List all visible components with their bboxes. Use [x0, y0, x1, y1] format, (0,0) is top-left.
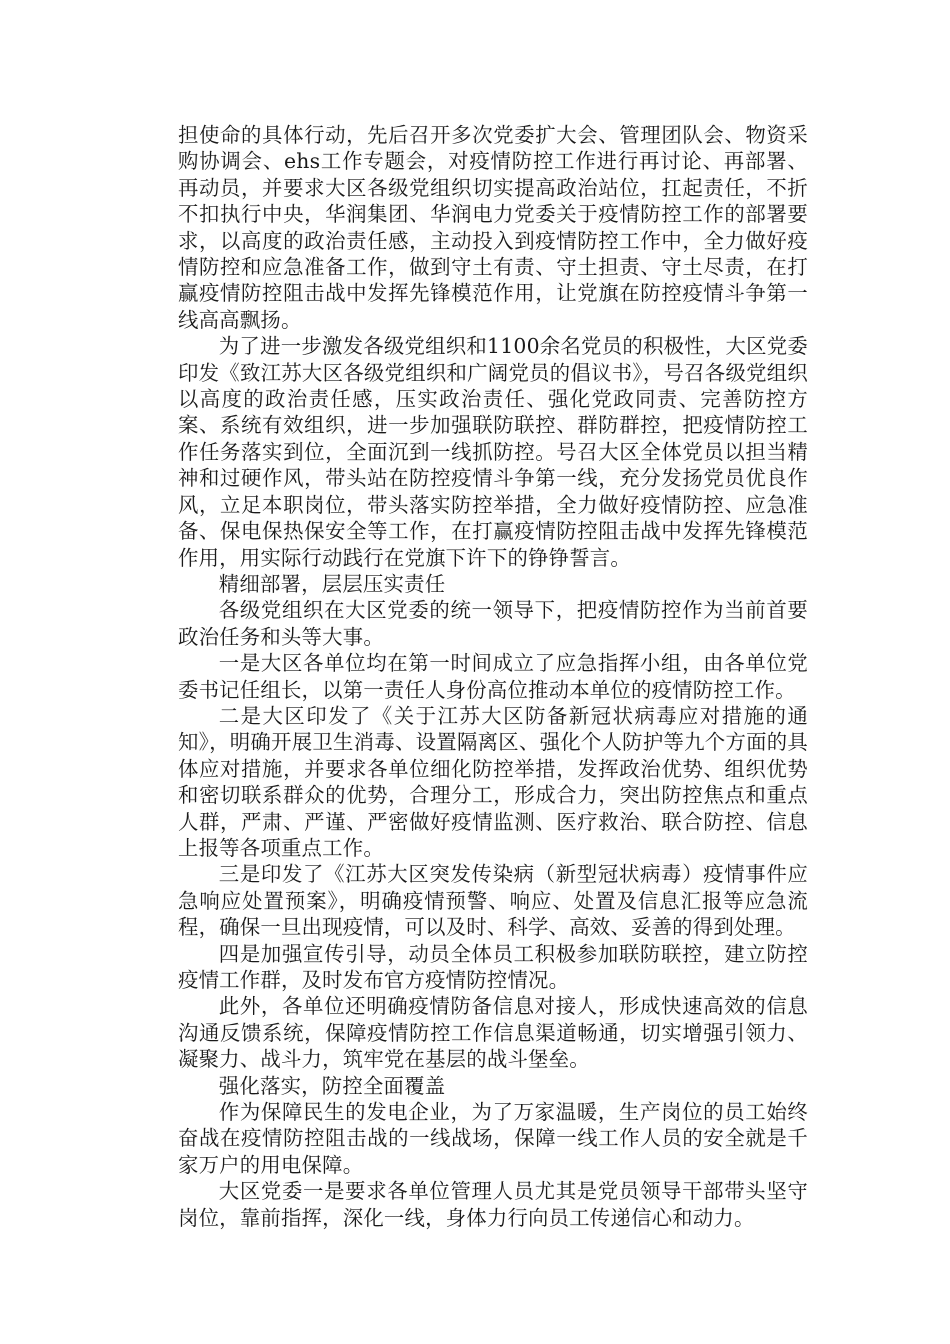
body-paragraph: 此外，各单位还明确疫情防备信息对接人，形成快速高效的信息沟通反馈系统，保障疫情防控工作信息渠道畅通，切实增强引领力、凝聚力、战斗力，筑牢党在基层的战斗堡垒。	[178, 994, 808, 1072]
body-paragraph: 担使命的具体行动，先后召开多次党委扩大会、管理团队会、物资采购协调会、ehs工作专题会，对疫情防控工作进行再讨论、再部署、再动员，并要求大区各级党组织切实提高政治站位，扛起责任，不折不扣执行中央，华润集团、华润电力党委关于疫情防控工作的部署要求，以高度的政治责任感，主动投入到疫情防控工作中，全力做好疫情防控和应急准备工作，做到守土有责、守土担责、守土尽责，在打赢疫情防控阻击战中发挥先锋模范作用，让党旗在防控疫情斗争第一线高高飘扬。	[178, 123, 808, 332]
body-paragraph: 大区党委一是要求各单位管理人员尤其是党员领导干部带头坚守岗位，靠前指挥，深化一线，身体力行向员工传递信心和动力。	[178, 1179, 808, 1230]
body-paragraph: 四是加强宣传引导，动员全体员工积极参加联防联控，建立防控疫情工作群，及时发布官方疫情防控情况。	[178, 941, 808, 992]
body-paragraph: 为了进一步激发各级党组织和1100余名党员的积极性，大区党委印发《致江苏大区各级党组织和广阔党员的倡议书》，号召各级党组织以高度的政治责任感，压实政治责任、强化党政同责、完善防控方案、系统有效组织，进一步加强联防联控、群防群控，把疫情防控工作任务落实到位，全面沉到一线抓防控。号召大区全体党员以担当精神和过硬作风，带头站在防控疫情斗争第一线，充分发扬党员优良作风，立足本职岗位，带头落实防控举措，全力做好疫情防控、应急准备、保电保热保安全等工作，在打赢疫情防控阻击战中发挥先锋模范作用，用实际行动践行在党旗下许下的铮铮誓言。	[178, 334, 808, 570]
section-heading: 强化落实，防控全面覆盖	[218, 1073, 446, 1098]
body-paragraph: 三是印发了《江苏大区突发传染病（新型冠状病毒）疫情事件应急响应处置预案》，明确疫情预警、响应、处置及信息汇报等应急流程，确保一旦出现疫情，可以及时、科学、高效、妥善的得到处理。	[178, 862, 808, 940]
body-paragraph: 一是大区各单位均在第一时间成立了应急指挥小组，由各单位党委书记任组长，以第一责任人身份高位推动本单位的疫情防控工作。	[178, 651, 808, 702]
body-paragraph: 各级党组织在大区党委的统一领导下，把疫情防控作为当前首要政治任务和头等大事。	[178, 598, 808, 649]
section-heading: 精细部署，层层压实责任	[218, 571, 446, 596]
body-paragraph: 作为保障民生的发电企业，为了万家温暖，生产岗位的员工始终奋战在疫情防控阻击战的一线战场，保障一线工作人员的安全就是千家万户的用电保障。	[178, 1100, 808, 1177]
body-paragraph: 二是大区印发了《关于江苏大区防备新冠状病毒应对措施的通知》，明确开展卫生消毒、设置隔离区、强化个人防护等九个方面的具体应对措施，并要求各单位细化防控举措，发挥政治优势、组织优势和密切联系群众的优势，合理分工，形成合力，突出防控焦点和重点人群，严肃、严谨、严密做好疫情监测、医疗救治、联合防控、信息上报等各项重点工作。	[178, 703, 808, 860]
document-page	[178, 122, 808, 1231]
